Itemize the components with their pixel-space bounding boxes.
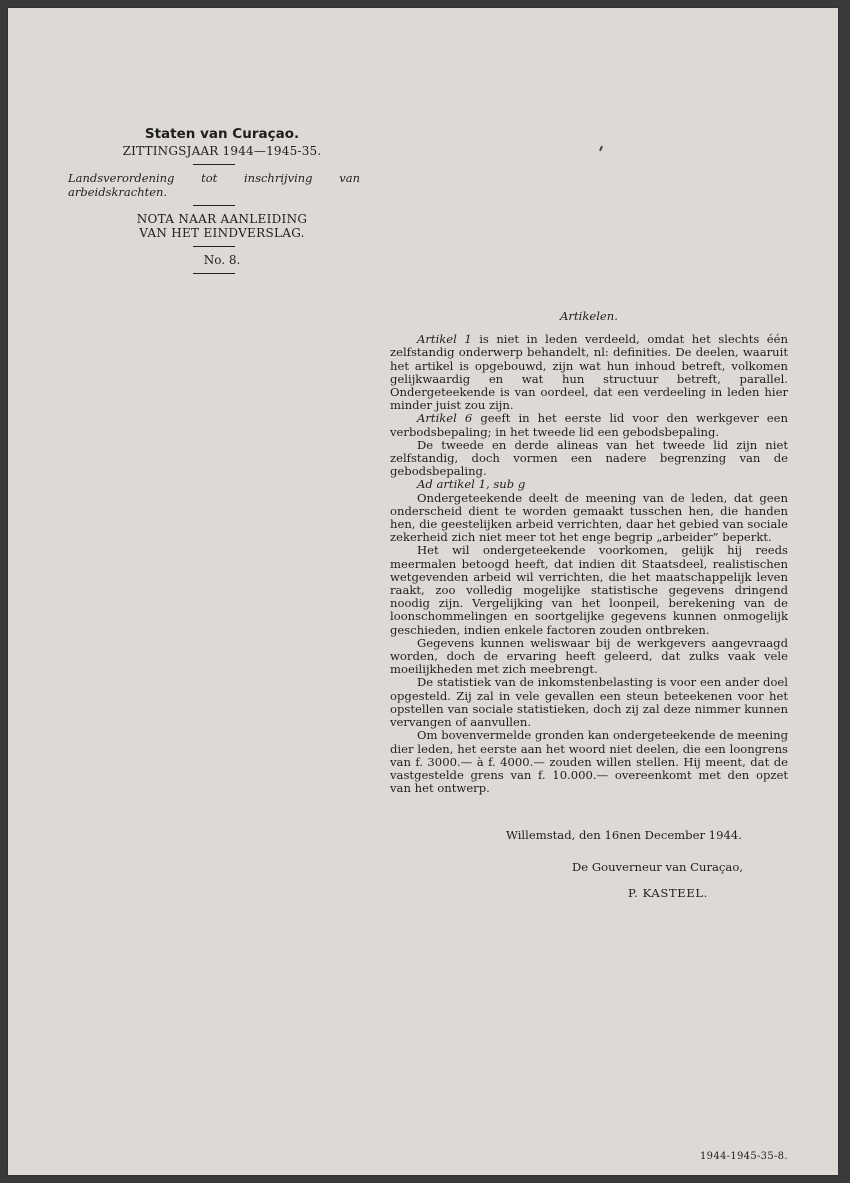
paragraph-artikel-1 — [390, 333, 788, 412]
ink-mark — [599, 146, 603, 151]
divider — [193, 205, 235, 206]
paragraph: De tweede en derde alineas van het tweede lid zijn niet zelfstandig, doch vormen een nadere begrenzing van de gebodsbepaling. — [390, 437, 788, 479]
article-ref: Artikel 1 — [417, 332, 472, 347]
document-body — [390, 310, 788, 795]
section-heading: Artikelen. — [560, 309, 618, 323]
document-page — [8, 8, 838, 1175]
nota-title-line-1: NOTA NAAR AANLEIDING — [136, 212, 308, 226]
signatory-role: De Gouverneur van Curaçao, — [572, 860, 744, 874]
paragraph: Gegevens kunnen weliswaar bij de werkgevers aangevraagd worden, doch de ervaring heeft geleerd, dat zulks vaak vele moeilijkheden met zich meebrengt. — [390, 635, 788, 677]
assembly-title: Staten van Curaçao. — [144, 126, 300, 142]
paragraph-artikel-6 — [390, 412, 788, 438]
paragraph-text: geeft in het eerste lid voor den werkgever een verbodsbepaling; in het tweede lid een gebodsbepaling. — [390, 411, 788, 439]
divider — [193, 246, 235, 247]
session-year: ZITTINGSJAAR 1944—1945-35. — [122, 144, 322, 158]
document-header — [68, 126, 360, 280]
article-ref: Artikel 6 — [417, 411, 473, 426]
paragraph: Ondergeteekende deelt de meening van de leden, dat geen onderscheid dient te worden gemaakt tusschen hen, die handen hen, die geestelijken arbeid verrichten, daar het gebied van sociale zekerheid zich niet meer tot het enge begrip „arbeider” beperkt. — [390, 490, 788, 545]
document-number: No. 8. — [203, 253, 241, 267]
nota-title-line-2: VAN HET EINDVERSLAG. — [139, 226, 305, 240]
footer-code: 1944-1945-35-8. — [700, 1151, 788, 1162]
signatory-name: P. KASTEEL. — [628, 886, 708, 900]
divider — [193, 273, 235, 274]
paragraph: De statistiek van de inkomstenbelasting is voor een ander doel opgesteld. Zij zal in vele gevallen een steun beteekenen voor het opstellen van sociale statistieken, doch zij zal deze nimmer kunnen vervangen of aanvullen. — [390, 675, 788, 730]
divider — [193, 164, 235, 165]
subheading: Ad artikel 1, sub g — [417, 477, 526, 492]
place-date: Willemstad, den 16nen December 1944. — [506, 828, 742, 842]
paragraph-text: is niet in leden verdeeld, omdat het slechts één zelfstandig onderwerp behandelt, nl: definities. De deelen, waaruit het artikel is opgebouwd, zijn wat hun inhoud betreft, volkomen gelijkwaardig en wat hun structuur betreft, parallel. Ondergeteekende is van oordeel, dat een verdeeling in leden hier minder juist zou zijn. — [390, 332, 788, 413]
paragraph: Het wil ondergeteekende voorkomen, gelijk hij reeds meermalen betoogd heeft, dat indien dit Staatsdeel, realistischen wetgevenden arbeid wil verrichten, die het maatschappelijk leven raakt, zoo volledig mogelijke statistische gegevens dringend noodig zijn. Vergelijking van het loonpeil, berekening van de loonschommelingen en soortgelijke gegevens kunnen onmogelijk geschieden, indien enkele factoren zouden ontbreken. — [390, 543, 788, 637]
paragraph: Om bovenvermelde gronden kan ondergeteekende de meening dier leden, het eerste aan het woord niet deelen, die een loongrens van f. 3000.— à f. 4000.— zouden willen stellen. Hij meent, dat de vastgestelde grens van f. 10.000.— overeenkomt met den opzet van het ontwerp. — [390, 728, 788, 796]
ordinance-subject: Landsverordening tot inschrijving van arbeidskrachten. — [68, 171, 360, 199]
